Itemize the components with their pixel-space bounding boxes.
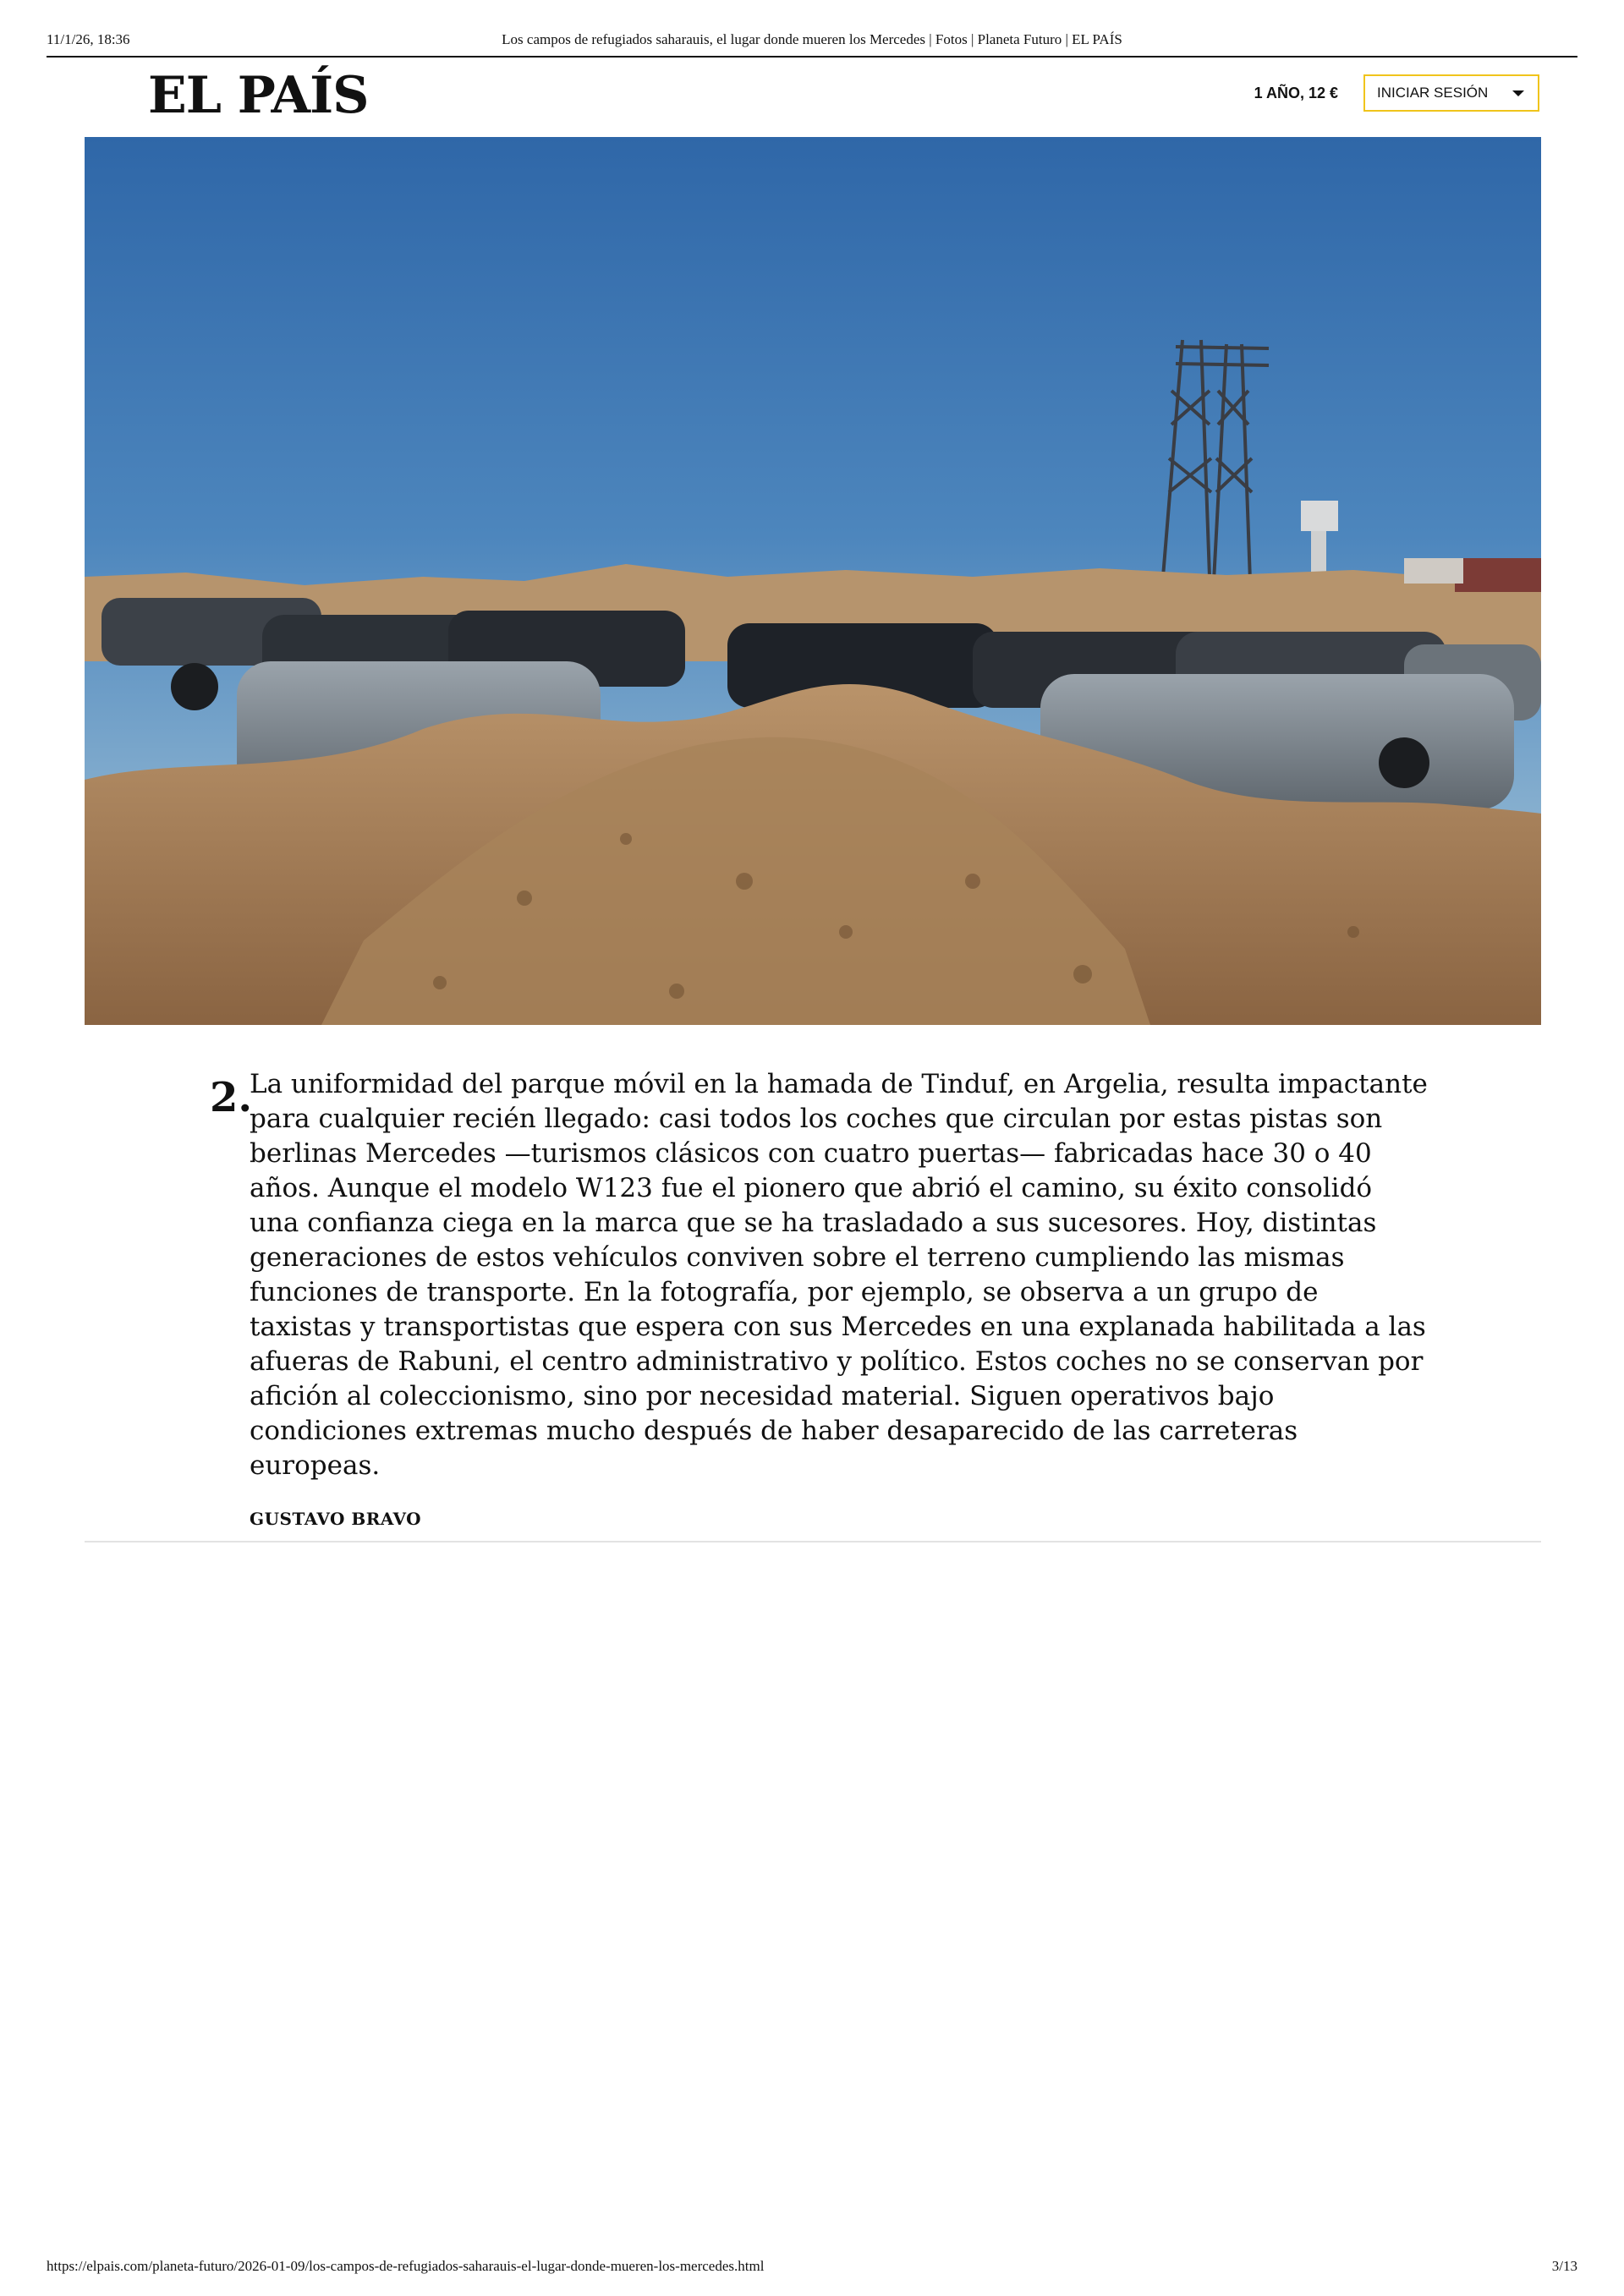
subscription-promo[interactable]: 1 AÑO, 12 € [1254, 85, 1338, 101]
print-header [47, 0, 1577, 58]
print-url: https://elpais.com/planeta-futuro/2026-01-09/los-campos-de-refugiados-saharauis-el-lugar-donde-mueren-los-mercedes.html [47, 2258, 765, 2274]
caption-text: La uniformidad del parque móvil en la hamada de Tinduf, en Argelia, resulta impactante para cualquier recién llegado: casi todos los coches que circulan por estas pistas son berlinas Mercedes —turismos clásicos con cuatro puertas— fabricadas hace 30 o 40 años. Aunque el modelo W123 fue el pionero que abrió el camino, su éxito consolidó una confianza ciega en la marca que se ha trasladado a sus sucesores. Hoy, distintas generaciones de estos vehículos conviven sobre el terreno cumpliendo las mismas funciones de transporte. En la fotografía, por ejemplo, se observa a un grupo de taxistas y transportistas que espera con sus Mercedes en una explanada habilitada a las afueras de Rabuni, el centro administrativo y político. Estos coches no se conservan por afición al coleccionismo, sino por necesidad material. Siguen operativos bajo condiciones extremas mucho después de haber desaparecido de las carreteras europeas. [250, 1069, 1428, 1481]
print-footer [47, 2258, 1577, 2275]
print-datetime: 11/1/26, 18:36 [47, 31, 130, 47]
photo-caption [210, 1067, 1428, 1529]
page-number: 3/13 [1551, 2258, 1577, 2274]
masthead [148, 66, 1539, 125]
section-divider [85, 1541, 1541, 1543]
login-label: INICIAR SESIÓN [1377, 85, 1489, 101]
chevron-down-icon [1512, 90, 1524, 96]
login-button[interactable] [1363, 74, 1539, 112]
el-pais-logo[interactable]: EL PAÍS [148, 66, 369, 125]
print-document-title: Los campos de refugiados saharauis, el lugar donde mueren los Mercedes | Fotos | Planeta Futuro | EL PAÍS [502, 31, 1122, 47]
article-photo [85, 137, 1541, 1025]
photo-credit: GUSTAVO BRAVO [250, 1509, 422, 1529]
photo-number: 2. [210, 1074, 253, 1121]
